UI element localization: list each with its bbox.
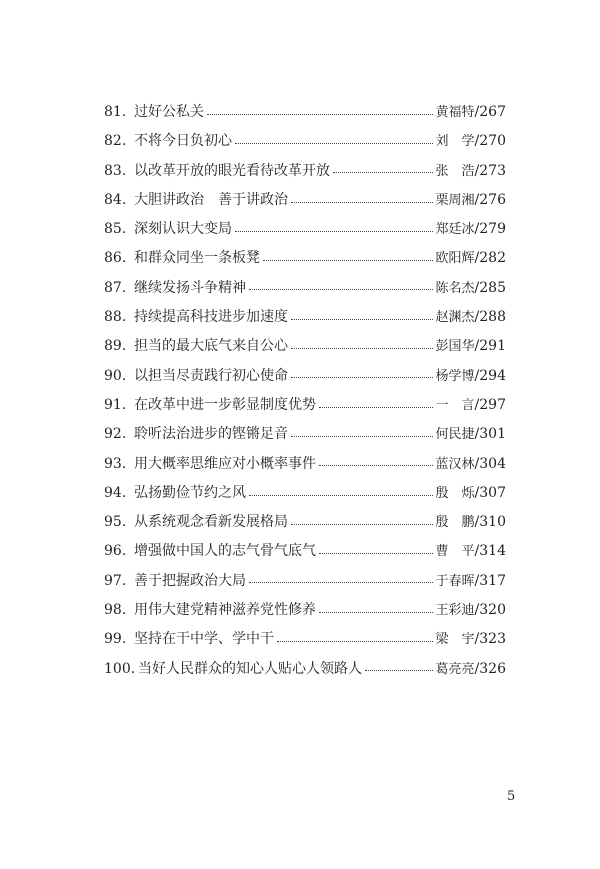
entry-title: 在改革中进一步彰显制度优势 [134, 396, 316, 413]
dot-leader [235, 230, 433, 232]
toc-entry [104, 215, 506, 244]
dot-leader [291, 435, 433, 437]
entry-page: /267 [474, 104, 506, 120]
entry-page: /297 [474, 396, 506, 413]
entry-page: /288 [474, 309, 506, 326]
entry-author: 葛亮亮 [435, 661, 475, 677]
dot-leader [249, 494, 433, 496]
entry-author: 蓝汉林 [435, 456, 475, 472]
entry-number: 100. [104, 660, 136, 677]
toc-entry [104, 655, 506, 684]
entry-number: 81. [104, 104, 127, 120]
toc-entry [104, 450, 506, 479]
entry-page: /291 [474, 338, 506, 355]
entry-title: 用大概率思维应对小概率事件 [134, 455, 316, 472]
dot-leader [319, 464, 433, 466]
entry-author: 梁 宇 [435, 632, 475, 648]
toc-entry [104, 596, 506, 625]
dot-leader [319, 611, 433, 613]
entry-title: 弘扬勤俭节约之风 [134, 484, 246, 501]
entry-number: 96. [104, 543, 127, 560]
entry-page: /314 [474, 543, 506, 560]
entry-author: 王彩迪 [435, 603, 475, 619]
entry-number: 91. [104, 396, 127, 413]
dot-leader [291, 523, 433, 525]
toc-entry [104, 186, 506, 215]
entry-page: /317 [474, 572, 506, 589]
entry-number: 86. [104, 250, 127, 267]
entry-title: 当好人民群众的知心人贴心人领路人 [138, 660, 362, 677]
entry-number: 93. [104, 455, 127, 472]
entry-title: 和群众同坐一条板凳 [134, 250, 260, 267]
entry-title: 大胆讲政治 善于讲政治 [134, 191, 288, 208]
entry-title: 以改革开放的眼光看待改革开放 [134, 162, 330, 179]
toc-entry [104, 567, 506, 596]
entry-number: 83. [104, 162, 127, 179]
entry-author: 何民捷 [435, 427, 475, 443]
entry-page: /301 [474, 426, 506, 443]
entry-author: 郑廷冰 [435, 222, 475, 238]
entry-title: 从系统观念看新发展格局 [134, 514, 288, 531]
dot-leader [291, 201, 433, 203]
entry-page: /304 [474, 455, 506, 472]
entry-page: /323 [474, 631, 506, 648]
entry-page: /307 [474, 484, 506, 501]
dot-leader [291, 318, 433, 320]
toc-entry [104, 127, 506, 156]
entry-page: /270 [474, 133, 506, 150]
toc-entry [104, 303, 506, 332]
toc-entry [104, 362, 506, 391]
toc-entry [104, 537, 506, 566]
entry-page: /320 [474, 602, 506, 619]
entry-page: /326 [474, 660, 506, 677]
entry-number: 84. [104, 191, 127, 208]
toc-entry [104, 508, 506, 537]
entry-author: 杨学博 [435, 368, 475, 384]
dot-leader [277, 640, 433, 642]
entry-author: 张 浩 [435, 163, 475, 179]
entry-author: 刘 学 [435, 134, 475, 150]
entry-number: 97. [104, 572, 127, 589]
entry-title: 善于把握政治大局 [134, 572, 246, 589]
entry-title: 增强做中国人的志气骨气底气 [134, 543, 316, 560]
entry-title: 坚持在干中学、学中干 [134, 631, 274, 648]
entry-title: 深刻认识大变局 [134, 221, 232, 238]
entry-title: 过好公私关 [134, 104, 204, 120]
entry-author: 栗周湘 [435, 192, 475, 208]
toc-entry [104, 479, 506, 508]
entry-title: 聆听法治进步的铿锵足音 [134, 426, 288, 443]
page-number: 5 [507, 789, 516, 804]
entry-number: 92. [104, 426, 127, 443]
dot-leader [291, 376, 433, 378]
entry-author: 黄福特 [435, 105, 475, 120]
entry-title: 持续提高科技进步加速度 [134, 309, 288, 326]
entry-number: 94. [104, 484, 127, 501]
entry-author: 彭国华 [435, 339, 475, 355]
entry-title: 担当的最大底气来自公心 [134, 338, 288, 355]
entry-page: /310 [474, 514, 506, 531]
entry-page: /273 [474, 162, 506, 179]
toc-entry [104, 274, 506, 303]
entry-author: 赵渊杰 [435, 310, 475, 326]
entry-number: 90. [104, 367, 127, 384]
entry-author: 一 言 [435, 397, 475, 413]
entry-page: /279 [474, 221, 506, 238]
entry-title: 不将今日负初心 [134, 133, 232, 150]
entry-number: 95. [104, 514, 127, 531]
entry-page: /276 [474, 191, 506, 208]
toc-entry [104, 420, 506, 449]
dot-leader [291, 347, 433, 349]
toc-entry [104, 391, 506, 420]
dot-leader [365, 669, 433, 671]
toc-entry [104, 332, 506, 361]
entry-page: /294 [474, 367, 506, 384]
entry-number: 88. [104, 309, 127, 326]
toc-entry [104, 244, 506, 273]
dot-leader [249, 288, 433, 290]
dot-leader [249, 581, 433, 583]
toc-entry [104, 625, 506, 654]
table-of-contents [104, 98, 506, 684]
entry-number: 82. [104, 133, 127, 150]
dot-leader [319, 552, 433, 554]
entry-author: 殷 鹏 [435, 515, 475, 531]
dot-leader [333, 171, 433, 173]
toc-entry [104, 157, 506, 186]
entry-title: 继续发扬斗争精神 [134, 279, 246, 296]
dot-leader [263, 259, 433, 261]
dot-leader [319, 406, 433, 408]
entry-number: 98. [104, 602, 127, 619]
entry-number: 85. [104, 221, 127, 238]
entry-author: 于春晖 [435, 573, 475, 589]
entry-author: 殷 烁 [435, 485, 475, 501]
entry-page: /282 [474, 250, 506, 267]
entry-title: 以担当尽责践行初心使命 [134, 367, 288, 384]
dot-leader [207, 113, 433, 115]
entry-title: 用伟大建党精神滋养党性修养 [134, 602, 316, 619]
entry-page: /285 [474, 279, 506, 296]
toc-entry [104, 98, 506, 127]
entry-author: 陈名杰 [435, 280, 475, 296]
entry-number: 89. [104, 338, 127, 355]
entry-author: 曹 平 [435, 544, 475, 560]
entry-number: 99. [104, 631, 127, 648]
entry-author: 欧阳辉 [435, 251, 475, 267]
entry-number: 87. [104, 279, 127, 296]
dot-leader [235, 142, 433, 144]
